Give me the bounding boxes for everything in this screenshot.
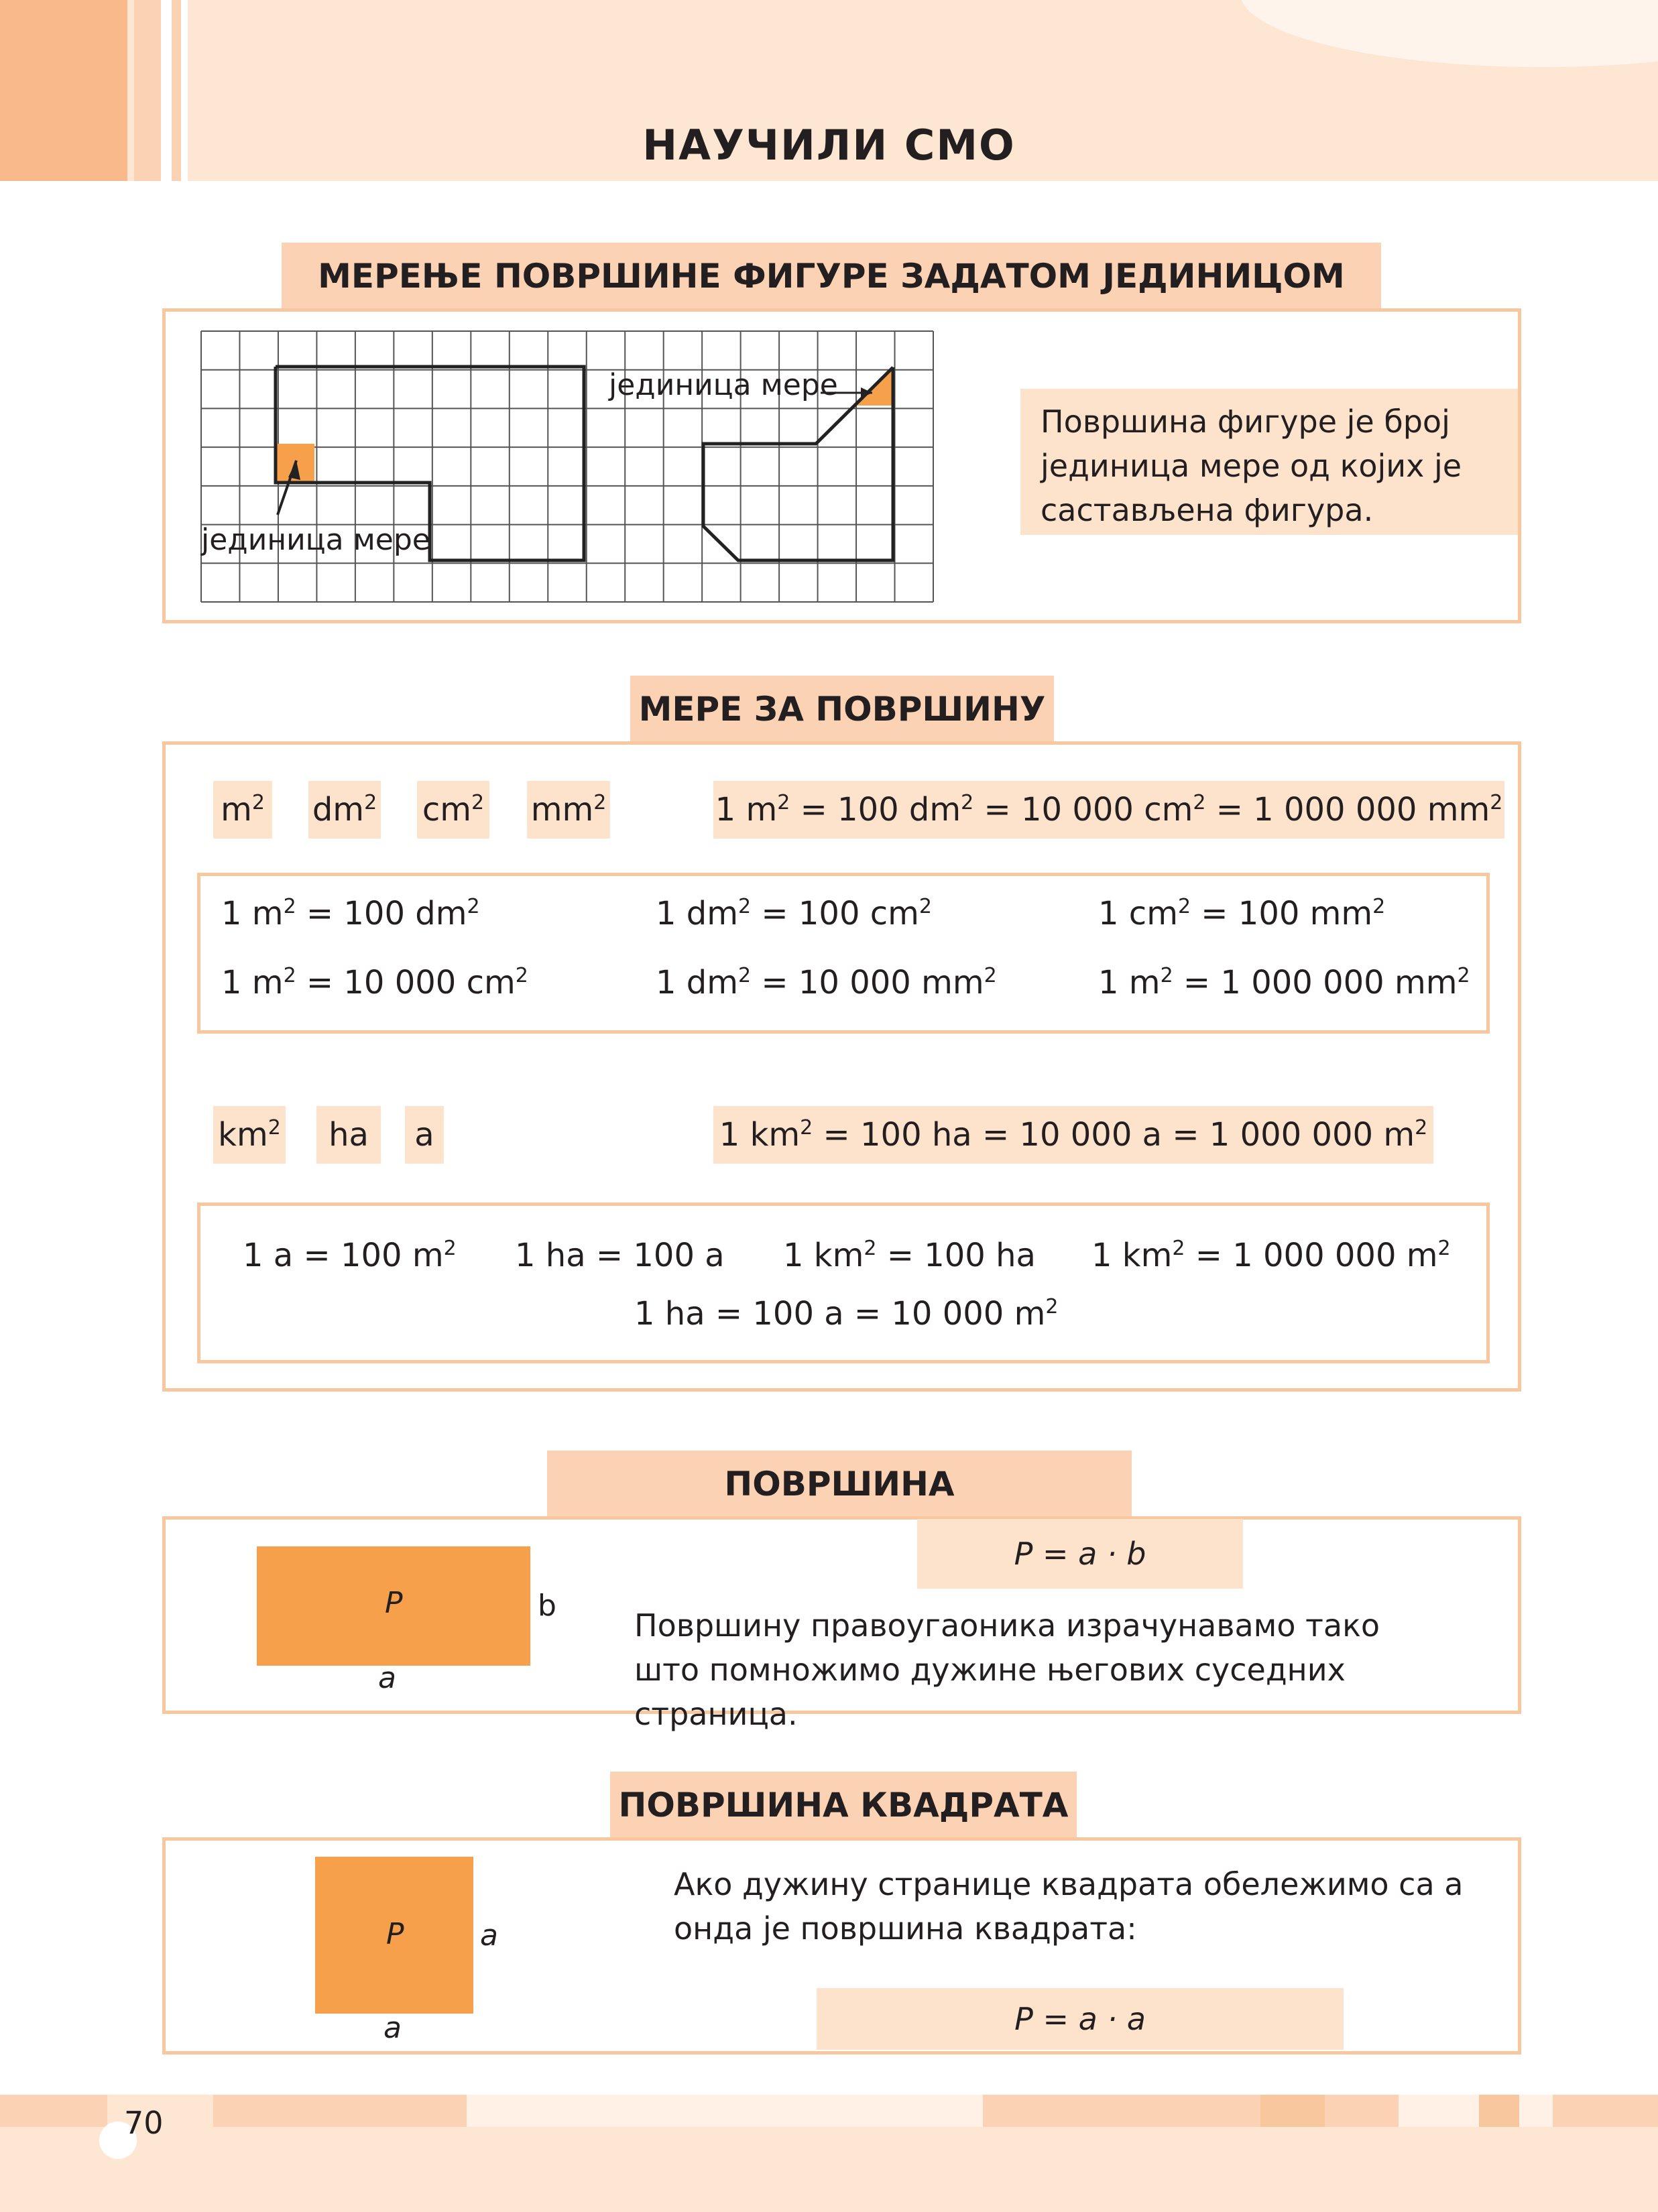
info-area-definition: Површина фигуре је број јединица мере од којих је састављена фигура.	[1020, 389, 1518, 535]
section-title-area-units: МЕРЕ ЗА ПОВРШИНУ	[630, 676, 1054, 743]
unit-tag-km2: $km^2$	[213, 1106, 286, 1164]
square-label-a-bottom: a	[383, 2011, 402, 2045]
formula-square: P = a · a	[817, 1988, 1344, 2050]
page-number: 70	[124, 2105, 164, 2141]
conv-ha-m2: 1 ha = 100 a = 10 000 $m^2$	[634, 1295, 1059, 1333]
rectangle-label-b: b	[538, 1589, 556, 1623]
section-title-rectangle: ПОВРШИНА	[547, 1451, 1132, 1518]
unit-tag-a: a	[405, 1106, 444, 1164]
section-title-measuring: МЕРЕЊЕ ПОВРШИНЕ ФИГУРЕ ЗАДАТОМ ЈЕДИНИЦОМ	[282, 243, 1381, 310]
section-title-square: ПОВРШИНА КВАДРАТА	[610, 1772, 1077, 1839]
conv-m2-mm2: 1 $m^2 = 1$ 000 000 $mm^2$	[1098, 964, 1470, 1001]
conv-a-m2: 1 a = 100 $m^2$	[243, 1237, 457, 1274]
grid-figure	[198, 328, 936, 605]
unit-label-top: јединица мере	[609, 368, 838, 402]
square-label-p: P	[386, 1917, 404, 1951]
conv-m2-cm2: 1 $m^2 = 10$ 000 $cm^2$	[221, 964, 528, 1001]
rectangle-rule-text: Површину правоугаоника израчунавамо тако што помножимо дужине његових суседних страница.	[634, 1607, 1380, 1732]
conv-km2-ha: 1 $km^2 = 100$ ha	[783, 1237, 1036, 1274]
conv-dm2-cm2: 1 $dm^2 = 100$ $cm^2$	[656, 895, 932, 932]
unit-tag-dm2: $dm^2$	[308, 781, 381, 839]
formula-rectangle: P = a · b	[917, 1519, 1243, 1589]
square-rule-text: Ако дужину странице квадрата обележимо са a онда је површина квадрата:	[674, 1866, 1464, 1947]
conv-cm2-mm2: 1 $cm^2 = 100$ $mm^2$	[1098, 895, 1386, 932]
conv-ha-a: 1 ha = 100 a	[515, 1237, 725, 1274]
rectangle-label-a: a	[378, 1661, 396, 1695]
unit-chain-land: 1 $km^2 = 100$ ha = 10 000 a = 1 000 000 $m^2$	[713, 1106, 1433, 1164]
rectangle-label-p: P	[385, 1586, 403, 1620]
page-title: НАУЧИЛИ СМО	[642, 121, 1016, 170]
conv-dm2-mm2: 1 $dm^2 = 10$ 000 $mm^2$	[656, 964, 997, 1001]
unit-tag-mm2: $mm^2$	[527, 781, 610, 839]
unit-tag-m2: $m^2$	[213, 781, 272, 839]
unit-tag-ha: ha	[316, 1106, 381, 1164]
square-label-a-side: a	[480, 1918, 498, 1953]
unit-label-bottom: јединица мере	[201, 523, 430, 557]
unit-chain-metric: 1 $m^2 = 100$ $dm^2 = 10$ 000 $cm^2 = 1$ 000 000 $mm^2$	[713, 781, 1504, 839]
conv-m2-dm2: 1 $m^2 = 100$ $dm^2$	[221, 895, 480, 932]
conv-km2-m2: 1 $km^2 = 1$ 000 000 $m^2$	[1091, 1237, 1451, 1274]
unit-tag-cm2: $cm^2$	[417, 781, 489, 839]
box-land-conversions	[197, 1203, 1490, 1363]
